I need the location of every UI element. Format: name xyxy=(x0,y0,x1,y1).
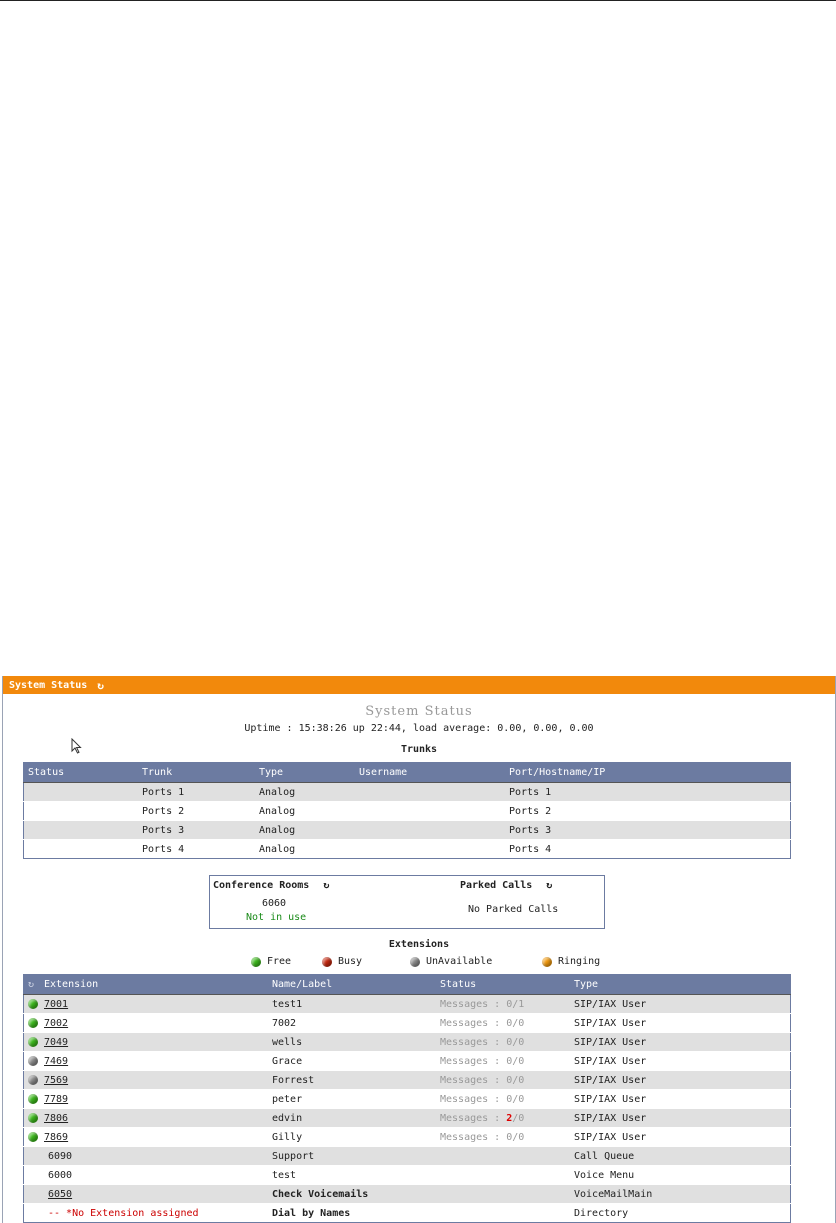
trunk-port: Ports 2 xyxy=(505,802,791,821)
ext-type: Directory xyxy=(570,1204,791,1223)
trunk-name: Ports 4 xyxy=(138,840,255,859)
free-status-icon xyxy=(28,1018,38,1028)
ext-messages xyxy=(436,1166,570,1185)
table-row xyxy=(24,1204,791,1223)
free-status-icon xyxy=(28,1094,38,1104)
ext-type: Call Queue xyxy=(570,1147,791,1166)
ext-cell xyxy=(24,1052,269,1071)
unavailable-status-icon xyxy=(28,1056,38,1066)
ext-messages xyxy=(436,1014,570,1033)
ext-messages xyxy=(436,1033,570,1052)
legend-label: Ringing xyxy=(558,956,601,967)
msg-new: 0 xyxy=(506,1055,513,1067)
table-row xyxy=(24,1147,791,1166)
ext-cell xyxy=(24,1071,269,1090)
msg-rest: /0 xyxy=(512,1131,525,1143)
extension-link[interactable]: 7001 xyxy=(44,998,69,1010)
orange-status-icon xyxy=(542,957,552,967)
ext-type: SIP/IAX User xyxy=(570,995,791,1014)
legend-unavailable xyxy=(410,956,492,967)
trunk-port: Ports 1 xyxy=(505,783,791,802)
trunk-status xyxy=(24,783,139,802)
msg-new: 0 xyxy=(506,1131,513,1143)
ext-messages xyxy=(436,1071,570,1090)
col-extension xyxy=(24,975,269,995)
extension-link[interactable]: 7569 xyxy=(44,1074,69,1086)
trunk-port: Ports 3 xyxy=(505,821,791,840)
conference-rooms-label: Conference Rooms xyxy=(213,880,310,891)
table-row xyxy=(24,783,791,802)
col-type: Type xyxy=(570,975,791,995)
ext-name: Check Voicemails xyxy=(268,1185,436,1204)
msg-rest: /0 xyxy=(512,1074,525,1086)
trunk-username xyxy=(355,840,505,859)
extension-link[interactable]: 6050 xyxy=(48,1188,73,1200)
legend-label: Busy xyxy=(338,956,363,967)
ext-cell xyxy=(24,995,269,1014)
ext-type: SIP/IAX User xyxy=(570,1052,791,1071)
table-row xyxy=(24,1014,791,1033)
ext-cell xyxy=(24,1109,269,1128)
ext-name: 7002 xyxy=(268,1014,436,1033)
table-row xyxy=(24,840,791,859)
refresh-icon[interactable]: ↻ xyxy=(97,678,104,692)
col-trunk: Trunk xyxy=(138,763,255,783)
table-row xyxy=(24,821,791,840)
msg-prefix: Messages : xyxy=(440,1131,507,1143)
trunk-username xyxy=(355,821,505,840)
ext-name: wells xyxy=(268,1033,436,1052)
table-row xyxy=(24,1071,791,1090)
extensions-title: Extensions xyxy=(388,939,450,950)
free-status-icon xyxy=(28,1113,38,1123)
msg-new: 0 xyxy=(506,1017,513,1029)
msg-new: 0 xyxy=(506,1093,513,1105)
ext-messages xyxy=(436,1147,570,1166)
col-extension-label: Extension xyxy=(44,979,99,990)
conference-room-status: Not in use xyxy=(246,912,307,923)
ext-type: SIP/IAX User xyxy=(570,1071,791,1090)
conference-rooms-title xyxy=(213,880,329,891)
extension-link[interactable]: 7869 xyxy=(44,1131,69,1143)
msg-prefix: Messages : xyxy=(440,1112,507,1124)
col-port: Port/Hostname/IP xyxy=(505,763,791,783)
parked-calls-message: No Parked Calls xyxy=(468,904,559,915)
msg-prefix: Messages : xyxy=(440,998,507,1010)
trunk-port: Ports 4 xyxy=(505,840,791,859)
extension-link[interactable]: 7469 xyxy=(44,1055,69,1067)
ext-name: test xyxy=(268,1166,436,1185)
extension-link[interactable]: 7789 xyxy=(44,1093,69,1105)
ext-cell xyxy=(24,1014,269,1033)
free-status-icon xyxy=(28,1132,38,1142)
ext-cell-warning: -- *No Extension assigned xyxy=(24,1204,269,1223)
legend-free xyxy=(251,956,291,967)
ext-name: Dial by Names xyxy=(268,1204,436,1223)
system-status-panel xyxy=(2,676,836,1223)
ext-cell: 6000 xyxy=(24,1166,269,1185)
ext-cell xyxy=(24,1128,269,1147)
col-username: Username xyxy=(355,763,505,783)
table-row xyxy=(24,802,791,821)
ext-cell xyxy=(24,1185,269,1204)
ext-cell xyxy=(24,1090,269,1109)
uptime-text: Uptime : 15:38:26 up 22:44, load average: 0.00, 0.00, 0.00 xyxy=(244,723,594,734)
gray-status-icon xyxy=(410,957,420,967)
msg-prefix: Messages : xyxy=(440,1017,507,1029)
trunk-username xyxy=(355,802,505,821)
legend-busy xyxy=(322,956,362,967)
legend-ringing xyxy=(542,956,600,967)
status-legend xyxy=(3,956,835,970)
trunk-type: Analog xyxy=(255,840,355,859)
ext-messages xyxy=(436,1109,570,1128)
panel-title: System Status xyxy=(9,679,88,691)
unavailable-status-icon xyxy=(28,1075,38,1085)
msg-rest: /0 xyxy=(512,1112,525,1124)
ext-type: SIP/IAX User xyxy=(570,1090,791,1109)
trunk-status xyxy=(24,802,139,821)
parked-refresh-icon[interactable]: ↻ xyxy=(546,880,553,891)
conference-parked-box xyxy=(209,875,605,929)
table-row xyxy=(24,1109,791,1128)
msg-new: 0 xyxy=(506,998,513,1010)
trunk-type: Analog xyxy=(255,783,355,802)
trunks-table xyxy=(23,762,791,859)
table-row xyxy=(24,1033,791,1052)
msg-rest: /1 xyxy=(512,998,525,1010)
table-row xyxy=(24,995,791,1014)
msg-prefix: Messages : xyxy=(440,1036,507,1048)
msg-prefix: Messages : xyxy=(440,1055,507,1067)
sort-icon[interactable]: ↻ xyxy=(28,979,35,990)
free-status-icon xyxy=(28,999,38,1009)
trunk-name: Ports 3 xyxy=(138,821,255,840)
page-title: System Status xyxy=(365,704,473,719)
free-status-icon xyxy=(28,1037,38,1047)
table-row xyxy=(24,1052,791,1071)
ext-name: Grace xyxy=(268,1052,436,1071)
green-status-icon xyxy=(251,957,261,967)
panel-titlebar xyxy=(3,676,835,694)
msg-rest: /0 xyxy=(512,1036,525,1048)
ext-type: SIP/IAX User xyxy=(570,1109,791,1128)
trunk-status xyxy=(24,821,139,840)
ext-messages xyxy=(436,1128,570,1147)
trunk-name: Ports 1 xyxy=(138,783,255,802)
col-status: Status xyxy=(436,975,570,995)
ext-cell xyxy=(24,1033,269,1052)
trunk-status xyxy=(24,840,139,859)
ext-name: edvin xyxy=(268,1109,436,1128)
msg-prefix: Messages : xyxy=(440,1093,507,1105)
trunk-type: Analog xyxy=(255,802,355,821)
ext-type: SIP/IAX User xyxy=(570,1014,791,1033)
msg-new: 0 xyxy=(506,1036,513,1048)
msg-prefix: Messages : xyxy=(440,1074,507,1086)
ext-type: SIP/IAX User xyxy=(570,1128,791,1147)
ext-messages xyxy=(436,1090,570,1109)
table-row xyxy=(24,1166,791,1185)
trunk-username xyxy=(355,783,505,802)
msg-rest: /0 xyxy=(512,1017,525,1029)
parked-calls-label: Parked Calls xyxy=(460,880,533,891)
col-type: Type xyxy=(255,763,355,783)
ext-type: VoiceMailMain xyxy=(570,1185,791,1204)
msg-rest: /0 xyxy=(512,1093,525,1105)
table-row xyxy=(24,1128,791,1147)
ext-name: peter xyxy=(268,1090,436,1109)
col-name: Name/Label xyxy=(268,975,436,995)
top-border-line xyxy=(0,0,836,1)
ext-name: test1 xyxy=(268,995,436,1014)
msg-new: 0 xyxy=(506,1074,513,1086)
legend-label: UnAvailable xyxy=(426,956,493,967)
parked-calls-title xyxy=(460,880,552,891)
extension-link[interactable]: 7002 xyxy=(44,1017,69,1029)
trunks-title: Trunks xyxy=(400,744,438,755)
extension-link[interactable]: 7049 xyxy=(44,1036,69,1048)
ext-name: Gilly xyxy=(268,1128,436,1147)
ext-messages xyxy=(436,1185,570,1204)
ext-name: Support xyxy=(268,1147,436,1166)
ext-type: SIP/IAX User xyxy=(570,1033,791,1052)
table-row xyxy=(24,1185,791,1204)
trunks-header-row xyxy=(24,763,791,783)
col-status: Status xyxy=(24,763,139,783)
trunk-type: Analog xyxy=(255,821,355,840)
extensions-header-row xyxy=(24,975,791,995)
trunk-name: Ports 2 xyxy=(138,802,255,821)
ext-messages xyxy=(436,995,570,1014)
ext-cell: 6090 xyxy=(24,1147,269,1166)
extension-link[interactable]: 7806 xyxy=(44,1112,69,1124)
table-row xyxy=(24,1090,791,1109)
ext-type: Voice Menu xyxy=(570,1166,791,1185)
extensions-table xyxy=(23,974,791,1223)
ext-messages xyxy=(436,1052,570,1071)
red-status-icon xyxy=(322,957,332,967)
conference-refresh-icon[interactable]: ↻ xyxy=(323,880,330,891)
legend-label: Free xyxy=(267,956,292,967)
conference-room-number: 6060 xyxy=(262,898,287,909)
msg-rest: /0 xyxy=(512,1055,525,1067)
ext-name: Forrest xyxy=(268,1071,436,1090)
msg-new-highlight: 2 xyxy=(506,1112,513,1124)
ext-messages xyxy=(436,1204,570,1223)
